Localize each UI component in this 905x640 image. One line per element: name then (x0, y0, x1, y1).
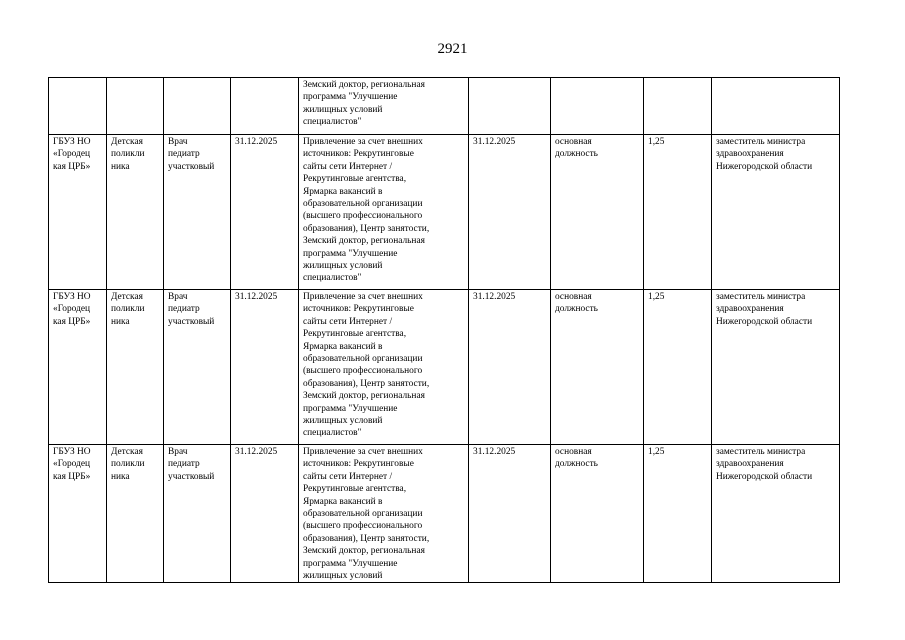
cell-organization: ГБУЗ НО «Городец кая ЦРБ» (49, 135, 107, 290)
cell-employment-type (551, 78, 644, 135)
cell-employment-type: основная должность (551, 445, 644, 583)
cell-department (107, 78, 164, 135)
staffing-table (48, 77, 840, 583)
cell-recruitment-measures: Привлечение за счет внешних источников: Рекрутинговые сайты сети Интернет / Рекрутинговые агентства, Ярмарка вакансий в образовательной организации (высшего профессионального образования), Центр занятости, Земский доктор, региональная программа "Улучшение жилищных условий специалистов" (299, 135, 469, 290)
cell-responsible (712, 78, 840, 135)
table-row (49, 445, 840, 583)
cell-position: Врач педиатр участковый (164, 445, 231, 583)
cell-organization: ГБУЗ НО «Городец кая ЦРБ» (49, 290, 107, 445)
cell-deadline: 31.12.2025 (469, 445, 551, 583)
cell-rate: 1,25 (644, 290, 712, 445)
cell-position (164, 78, 231, 135)
cell-recruitment-measures: Земский доктор, региональная программа "Улучшение жилищных условий специалистов" (299, 78, 469, 135)
cell-rate (644, 78, 712, 135)
cell-deadline (469, 78, 551, 135)
cell-responsible: заместитель министра здравоохранения Нижегородской области (712, 445, 840, 583)
cell-vacancy-date: 31.12.2025 (231, 135, 299, 290)
table-row (49, 135, 840, 290)
cell-vacancy-date: 31.12.2025 (231, 290, 299, 445)
cell-responsible: заместитель министра здравоохранения Нижегородской области (712, 135, 840, 290)
cell-position: Врач педиатр участковый (164, 290, 231, 445)
cell-employment-type: основная должность (551, 135, 644, 290)
cell-vacancy-date: 31.12.2025 (231, 445, 299, 583)
cell-recruitment-measures: Привлечение за счет внешних источников: Рекрутинговые сайты сети Интернет / Рекрутинговые агентства, Ярмарка вакансий в образовательной организации (высшего профессионального образования), Центр занятости, Земский доктор, региональная программа "Улучшение жилищных условий (299, 445, 469, 583)
cell-responsible: заместитель министра здравоохранения Нижегородской области (712, 290, 840, 445)
cell-deadline: 31.12.2025 (469, 135, 551, 290)
cell-department: Детская поликли ника (107, 135, 164, 290)
cell-rate: 1,25 (644, 135, 712, 290)
table-row (49, 290, 840, 445)
cell-employment-type: основная должность (551, 290, 644, 445)
cell-deadline: 31.12.2025 (469, 290, 551, 445)
cell-organization: ГБУЗ НО «Городец кая ЦРБ» (49, 445, 107, 583)
cell-recruitment-measures: Привлечение за счет внешних источников: Рекрутинговые сайты сети Интернет / Рекрутинговые агентства, Ярмарка вакансий в образовательной организации (высшего профессионального образования), Центр занятости, Земский доктор, региональная программа "Улучшение жилищных условий специалистов" (299, 290, 469, 445)
table-row-continuation (49, 78, 840, 135)
cell-rate: 1,25 (644, 445, 712, 583)
cell-department: Детская поликли ника (107, 290, 164, 445)
cell-department: Детская поликли ника (107, 445, 164, 583)
page-number: 2921 (437, 41, 468, 57)
cell-position: Врач педиатр участковый (164, 135, 231, 290)
cell-vacancy-date (231, 78, 299, 135)
cell-organization (49, 78, 107, 135)
